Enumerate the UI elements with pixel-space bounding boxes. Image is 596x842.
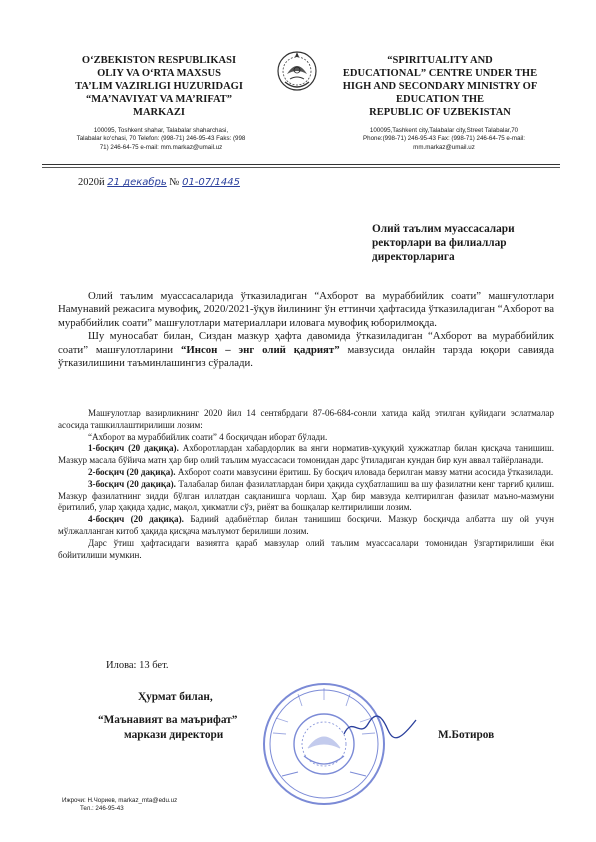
stage-2-text: Ахборот соати мавзусини ёритиш. Бу босқич иловада берилган мавзу матни асосида ўтказилади. bbox=[175, 466, 554, 477]
stage-1-label: 1-босқич (20 дақиқа). bbox=[88, 443, 179, 454]
stage-1 bbox=[58, 443, 554, 467]
handwritten-signature bbox=[340, 712, 420, 742]
header-en-line: EDUCATIONAL” CENTRE UNDER THE bbox=[342, 68, 538, 79]
address-uz-line: Talabalar ko‘chasi, 70 Telefon: (998-71) 246-95-43 Faks: (998 bbox=[76, 135, 246, 143]
request-text-end: мавзусида онлайн тарзда юқори савияда ўтказилишини таъминлашингиз сўралади. bbox=[58, 343, 554, 370]
registration-number: 01-07/1445 bbox=[182, 177, 240, 188]
registration-date: 21 декабрь bbox=[107, 177, 167, 188]
stage-3-label: 3-босқич (20 дақиқа). bbox=[88, 478, 176, 489]
header-uz-line: OLIY VA O‘RTA MAXSUS bbox=[97, 68, 221, 79]
header-uz bbox=[48, 54, 270, 119]
signature-title-line1: “Маънавият ва маърифат” bbox=[98, 714, 238, 726]
header-en-line: HIGH AND SECONDARY MINISTRY OF bbox=[342, 81, 538, 92]
address-uz-line: 100095, Toshkent shahar, Talabalar shaharchasi, bbox=[93, 127, 229, 134]
letter-body-intro bbox=[58, 290, 554, 370]
stage-2-label: 2-босқич (20 дақиқа). bbox=[88, 466, 176, 477]
header-uz-line: “MA’NAVIYAT VA MA’RIFAT” bbox=[85, 94, 233, 105]
state-emblem-icon bbox=[275, 46, 319, 96]
stage-3-text: Талабалар билан фазилатлардан бири ҳақида суҳбатлашиш ва шу фазилатни кенг тарғиб қилиш. Мазкур фазилатнинг зидди бўлган иллатдан сақланишга чорлаш. Ҳар бир мавзуда келтирилган фазилат маъно-мазмуни ёритилиб, улар ҳақида ҳадис, мақол, ҳикматли сўз, риёят ва бошқалар келтирилиши лозим. bbox=[58, 478, 555, 513]
header-divider bbox=[42, 164, 560, 165]
paragraph-stages-count: “Ахборот ва мураббийлик соати” 4 босқичдан иборат бўлади. bbox=[88, 431, 328, 442]
attachment-note: Илова: 13 бет. bbox=[106, 660, 169, 671]
stage-4-label: 4-босқич (20 дақиқа). bbox=[88, 514, 184, 525]
header-en-line: REPUBLIC OF UZBEKISTAN bbox=[369, 107, 511, 118]
paragraph-intro: Олий таълим муассасаларида ўтказиладиган “Ахборот ва мураббийлик соати” машғулотлари Намунавий режасига мувофиқ, 2020/2021-ўқув йилининг ўн еттинчи ҳафтасида ўтказиладиган “Ахборот ва мураббийлик соати” машғулотлари материаллари иловага мувофиқ юборилмоқда. bbox=[58, 290, 554, 329]
topic-title: “Инсон – энг олий қадрият” bbox=[180, 343, 340, 356]
paragraph-basis: Машғулотлар вазирликнинг 2020 йил 14 сентябрдаги 87-06-684-сонли хатида кайд этилган қуйидаги эслатмалар асосида ташкиллаштирилиши лозим: bbox=[58, 408, 554, 430]
registration-line bbox=[78, 177, 240, 188]
stage-1-text: Ахборотлардан хабардорлик ва янги норматив-ҳуқуқий ҳужжатлар билан қисқача танишиш. Мазкур масала бўйича матн ҳар бир олий таълим муассасаси томонидан дарс ўтиладиган кундан бир кун аввал тайёрланади. bbox=[58, 443, 555, 466]
official-seal-stamp bbox=[258, 678, 390, 810]
recipient-line: ректорлари ва филиаллар bbox=[372, 237, 507, 249]
header-en-line: EDUCATION THE bbox=[395, 94, 484, 105]
paragraph-request bbox=[58, 330, 554, 370]
paragraph-topic-changes: Дарс ўтиш ҳафтасидаги вазиятга қараб мавзулар олий таълим муассасалари томонидан ўзгартирилиши ёки бойитилиши мумкин. bbox=[58, 537, 554, 560]
header-en-line: “SPIRITUALITY AND bbox=[387, 55, 493, 66]
header-uz-line: MARKAZI bbox=[133, 107, 185, 118]
stage-4 bbox=[58, 514, 554, 538]
header-divider-thin bbox=[42, 167, 560, 168]
header-uz-line: O‘ZBEKISTON RESPUBLIKASI bbox=[81, 55, 237, 66]
address-uz-line: 71) 246-64-75 e-mail: mm.markaz@umail.uz bbox=[99, 143, 223, 151]
registration-year-suffix: й bbox=[99, 177, 105, 188]
address-en-line: 100095,Tashkent city,Talabalar city,Street Talabalar,70 bbox=[369, 127, 519, 134]
stage-3 bbox=[58, 479, 554, 514]
recipient-line: директорларига bbox=[372, 251, 455, 263]
registration-year: 2020 bbox=[78, 177, 99, 188]
address-en-line: mm.markaz@umail.uz bbox=[413, 143, 475, 151]
address-en bbox=[338, 127, 550, 152]
registration-number-label: № bbox=[169, 177, 180, 188]
address-en-line: Phone:(998-71) 246-95-43 Fax: (998-71) 246-64-75 e-mail: bbox=[363, 135, 525, 143]
header-uz-line: TA’LIM VAZIRLIGI HUZURIDAGI bbox=[75, 81, 243, 92]
stage-2 bbox=[58, 467, 554, 479]
executor-footer bbox=[62, 797, 177, 813]
stage-4-text: Бадиий адабиётлар билан танишиш босқичи. Мазкур босқичда албатта шу ой учун мўлжалланган китоб ҳақида қисқача маълумот берилиши лозим. bbox=[58, 514, 554, 536]
recipient-block bbox=[372, 222, 552, 264]
header-en bbox=[322, 54, 558, 119]
signatory-name: М.Ботиров bbox=[438, 729, 495, 741]
executor-line: Ижрочи: Н.Чориев, markaz_mta@edu.uz bbox=[62, 797, 178, 804]
signature-closing: Ҳурмат билан, bbox=[138, 691, 213, 703]
recipient-line: Олий таълим муассасалари bbox=[372, 223, 515, 235]
executor-phone: Тел.: 246-95-43 bbox=[80, 805, 124, 812]
address-uz bbox=[50, 127, 272, 152]
letter-body-stages bbox=[58, 408, 554, 561]
request-text-start: Шу муносабат билан, Сиздан мазкур ҳафта давомида ўтказиладиган “Ахборот ва мураббийлик соати” машғулотларини bbox=[58, 330, 554, 356]
signature-title-line2: маркази директори bbox=[124, 729, 224, 741]
